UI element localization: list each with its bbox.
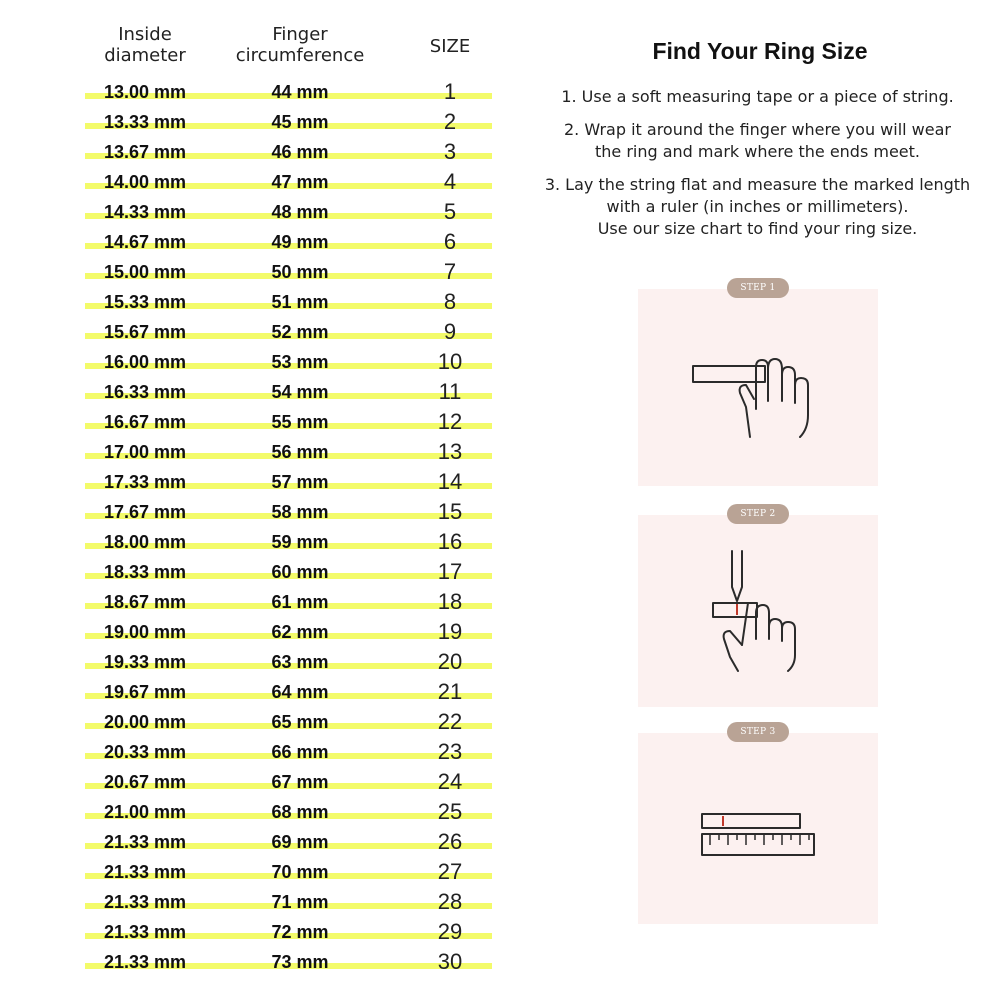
header-circumference-line2: circumference	[235, 45, 365, 66]
cell-circumference: 64 mm	[271, 682, 329, 702]
cell-circumference: 53 mm	[271, 352, 329, 372]
cell-inside-diameter: 18.00 mm	[103, 532, 187, 552]
table-row	[0, 588, 520, 618]
cell-size: 5	[443, 199, 457, 224]
cell-inside-diameter: 19.33 mm	[103, 652, 187, 672]
table-row	[0, 918, 520, 948]
cell-inside-diameter: 13.00 mm	[103, 82, 187, 102]
cell-size: 26	[437, 829, 463, 854]
cell-inside-diameter: 15.33 mm	[103, 292, 187, 312]
cell-circumference: 59 mm	[271, 532, 329, 552]
cell-size: 25	[437, 799, 463, 824]
cell-inside-diameter: 16.67 mm	[103, 412, 187, 432]
instruction-step-3-line-2: with a ruler (in inches or millimeters).	[606, 197, 909, 216]
cell-circumference: 73 mm	[271, 952, 329, 972]
header-diameter-line2: diameter	[104, 45, 186, 66]
cell-size: 23	[437, 739, 463, 764]
cell-circumference: 44 mm	[271, 82, 329, 102]
cell-circumference: 70 mm	[271, 862, 329, 882]
table-row	[0, 408, 520, 438]
cell-circumference: 71 mm	[271, 892, 329, 912]
cell-circumference: 57 mm	[271, 472, 329, 492]
cell-inside-diameter: 21.00 mm	[103, 802, 187, 822]
cell-circumference: 62 mm	[271, 622, 329, 642]
table-row	[0, 828, 520, 858]
cell-size: 2	[443, 109, 457, 134]
table-row	[0, 738, 520, 768]
table-row	[0, 258, 520, 288]
table-row	[0, 678, 520, 708]
cell-circumference: 50 mm	[271, 262, 329, 282]
cell-size: 11	[438, 379, 462, 404]
cell-circumference: 56 mm	[271, 442, 329, 462]
table-row	[0, 138, 520, 168]
table-row	[0, 348, 520, 378]
table-row	[0, 78, 520, 108]
table-row	[0, 468, 520, 498]
step-2-panel	[638, 509, 878, 707]
table-row	[0, 618, 520, 648]
cell-circumference: 72 mm	[271, 922, 329, 942]
cell-circumference: 45 mm	[271, 112, 329, 132]
table-row	[0, 318, 520, 348]
cell-size: 10	[437, 349, 463, 374]
table-row	[0, 768, 520, 798]
cell-size: 3	[443, 139, 457, 164]
table-row	[0, 948, 520, 978]
step-3-badge: STEP 3	[727, 722, 789, 742]
cell-circumference: 68 mm	[271, 802, 329, 822]
cell-size: 8	[443, 289, 457, 314]
instruction-step-3-line-3: Use our size chart to find your ring size.	[597, 219, 918, 238]
table-row	[0, 498, 520, 528]
instruction-step-2	[520, 119, 995, 163]
hand-measure-icon	[638, 289, 878, 486]
cell-inside-diameter: 21.33 mm	[103, 892, 187, 912]
cell-circumference: 51 mm	[271, 292, 329, 312]
step-1-panel	[638, 283, 878, 486]
cell-inside-diameter: 16.00 mm	[103, 352, 187, 372]
cell-inside-diameter: 21.33 mm	[103, 862, 187, 882]
cell-circumference: 65 mm	[271, 712, 329, 732]
cell-size: 20	[437, 649, 463, 674]
cell-circumference: 69 mm	[271, 832, 329, 852]
cell-inside-diameter: 21.33 mm	[103, 952, 187, 972]
cell-size: 27	[437, 859, 463, 884]
cell-circumference: 55 mm	[271, 412, 329, 432]
table-row	[0, 288, 520, 318]
cell-circumference: 47 mm	[271, 172, 329, 192]
step-3-panel	[638, 727, 878, 924]
cell-size: 22	[437, 709, 463, 734]
cell-inside-diameter: 15.00 mm	[103, 262, 187, 282]
cell-circumference: 52 mm	[271, 322, 329, 342]
cell-inside-diameter: 17.33 mm	[103, 472, 187, 492]
cell-inside-diameter: 20.00 mm	[103, 712, 187, 732]
page-title: Find Your Ring Size	[652, 38, 868, 64]
cell-inside-diameter: 20.67 mm	[103, 772, 187, 792]
cell-size: 13	[437, 439, 463, 464]
instruction-step-1	[520, 86, 995, 108]
instruction-step-3	[520, 174, 995, 240]
cell-size: 24	[437, 769, 463, 794]
step-2-badge: STEP 2	[727, 504, 789, 524]
cell-size: 16	[437, 529, 463, 554]
cell-size: 12	[437, 409, 463, 434]
cell-size: 28	[437, 889, 463, 914]
header-size: SIZE	[429, 36, 471, 57]
cell-inside-diameter: 18.33 mm	[103, 562, 187, 582]
cell-inside-diameter: 16.33 mm	[103, 382, 187, 402]
cell-size: 15	[437, 499, 463, 524]
instruction-step-2-line-2: the ring and mark where the ends meet.	[594, 142, 921, 161]
cell-inside-diameter: 14.33 mm	[103, 202, 187, 222]
cell-size: 29	[437, 919, 463, 944]
table-row	[0, 798, 520, 828]
header-diameter-line1: Inside	[118, 24, 172, 45]
table-row	[0, 708, 520, 738]
cell-inside-diameter: 17.67 mm	[103, 502, 187, 522]
cell-circumference: 49 mm	[271, 232, 329, 252]
cell-inside-diameter: 14.67 mm	[103, 232, 187, 252]
cell-inside-diameter: 13.33 mm	[103, 112, 187, 132]
table-row	[0, 528, 520, 558]
table-row	[0, 438, 520, 468]
cell-circumference: 60 mm	[271, 562, 329, 582]
cell-inside-diameter: 20.33 mm	[103, 742, 187, 762]
cell-circumference: 46 mm	[271, 142, 329, 162]
cell-size: 21	[437, 679, 463, 704]
cell-circumference: 66 mm	[271, 742, 329, 762]
cell-size: 17	[437, 559, 463, 584]
cell-size: 19	[437, 619, 463, 644]
instruction-step-1-line: 1. Use a soft measuring tape or a piece of string.	[561, 87, 954, 106]
cell-inside-diameter: 18.67 mm	[103, 592, 187, 612]
cell-size: 14	[437, 469, 463, 494]
step-1-badge: STEP 1	[727, 278, 789, 298]
table-row	[0, 858, 520, 888]
cell-size: 7	[443, 259, 457, 284]
cell-size: 1	[443, 79, 457, 104]
table-row	[0, 888, 520, 918]
cell-circumference: 48 mm	[271, 202, 329, 222]
table-row	[0, 198, 520, 228]
table-row	[0, 228, 520, 258]
cell-inside-diameter: 17.00 mm	[103, 442, 187, 462]
table-row	[0, 558, 520, 588]
cell-size: 4	[443, 169, 457, 194]
cell-inside-diameter: 21.33 mm	[103, 832, 187, 852]
table-row	[0, 108, 520, 138]
table-row	[0, 378, 520, 408]
hand-pen-mark-icon	[638, 515, 878, 707]
ruler-icon	[638, 733, 878, 924]
cell-circumference: 61 mm	[271, 592, 329, 612]
cell-circumference: 54 mm	[271, 382, 329, 402]
cell-inside-diameter: 21.33 mm	[103, 922, 187, 942]
cell-size: 18	[437, 589, 463, 614]
instruction-step-2-line-1: 2. Wrap it around the finger where you will wear	[564, 120, 951, 139]
cell-inside-diameter: 19.00 mm	[103, 622, 187, 642]
table-row	[0, 648, 520, 678]
cell-inside-diameter: 14.00 mm	[103, 172, 187, 192]
cell-size: 30	[437, 949, 463, 974]
cell-size: 6	[443, 229, 457, 254]
cell-inside-diameter: 15.67 mm	[103, 322, 187, 342]
cell-size: 9	[443, 319, 457, 344]
instruction-step-3-line-1: 3. Lay the string flat and measure the marked length	[544, 175, 971, 194]
header-circumference-line1: Finger	[272, 24, 328, 45]
cell-inside-diameter: 13.67 mm	[103, 142, 187, 162]
cell-inside-diameter: 19.67 mm	[103, 682, 187, 702]
cell-circumference: 63 mm	[271, 652, 329, 672]
cell-circumference: 67 mm	[271, 772, 329, 792]
table-row	[0, 168, 520, 198]
cell-circumference: 58 mm	[271, 502, 329, 522]
